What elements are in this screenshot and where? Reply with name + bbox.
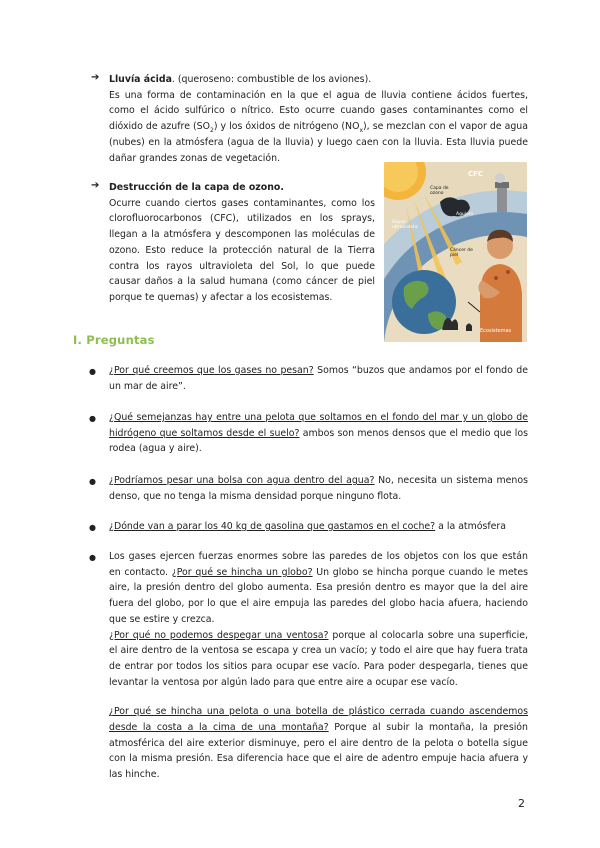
illus-label-capa: Capa de ozono	[430, 186, 449, 196]
bullet-icon: ●	[89, 523, 96, 532]
question-text: ¿Por qué se hincha un globo?	[171, 566, 313, 578]
gases-item	[109, 549, 528, 783]
answer-text: Un globo se hincha porque cuando le metes aire, la presión dentro del globo aumenta. Esa presión dentro es mayor que la del aire fuera del globo, por lo que el aire empuja las paredes del globo hacia afuera, haciendo que se estire y crezca.	[109, 566, 528, 625]
bullet-icon: ●	[89, 553, 96, 562]
bullet-icon: ●	[89, 414, 96, 423]
bullet-icon: ●	[89, 477, 96, 486]
acid-rain-text-1: Es una forma de contaminación en la que el agua de lluvia contiene ácidos fuertes, como el ácido sulfúrico o nítrico. Esto ocurre cuando gases contaminantes como el dióxido de azufre (SO	[109, 89, 528, 133]
question-text: ¿Por qué se hincha una pelota o una botella de plástico cerrada cuando ascendemos desde la costa a la cima de una montaña?	[109, 706, 528, 734]
acid-rain-text-3: ), se mezclan con el vapor de agua (nubes) en la atmósfera (agua de la lluvia) y luego caen con la lluvia. Esta lluvia puede dañar grandes zonas de vegetación.	[109, 121, 528, 164]
question-text: ¿Podríamos pesar una bolsa con agua dentro del agua?	[109, 475, 375, 486]
ozone-title: Destrucción de la capa de ozono.	[109, 182, 284, 193]
arrow-bullet-icon: ➔	[91, 72, 100, 83]
illus-label-rayos: Rayos ultravioleta	[392, 220, 418, 230]
so2-subscript: 2	[210, 126, 214, 134]
acid-rain-text-2: ) y los óxidos de nitrógeno (NO	[213, 121, 360, 133]
page-number: 2	[518, 797, 525, 810]
question-item	[109, 473, 528, 504]
illus-label-agujero: Agujero	[456, 212, 474, 217]
section-title: I. Preguntas	[73, 333, 155, 347]
bullet-icon: ●	[89, 367, 96, 376]
question-text: ¿Dónde van a parar los 40 kg de gasolina que gastamos en el coche?	[109, 521, 436, 532]
question-item	[109, 410, 528, 457]
illus-label-eco: Ecosistemas	[480, 328, 512, 334]
illus-label-cancer: Cáncer de piel	[450, 248, 473, 258]
ozone-section	[109, 180, 375, 306]
answer-text: No, necesita un sistema menos denso, que no tenga la misma densidad porque ninguno flota.	[109, 475, 528, 502]
answer-text: a la atmósfera	[435, 521, 507, 532]
gases-intro: Los gases ejercen fuerzas enormes sobre las paredes de los objetos con los que están en contacto.	[109, 551, 528, 578]
acid-rain-title: Lluvía ácida	[109, 74, 172, 85]
question-item	[109, 519, 528, 535]
question-text: ¿Por qué creemos que los gases no pesan?	[109, 365, 314, 376]
answer-text: Porque al subir la montaña, la presión atmosférica del aire exterior disminuye, pero el aire dentro de la pelota o botella sigue con la misma presión. Esa diferencia hace que el aire de adentro empuje hacia afuera y las hinche.	[109, 722, 528, 781]
nox-subscript: x	[359, 126, 364, 134]
question-item	[109, 363, 528, 394]
illus-label-cfc: CFC	[468, 170, 484, 178]
answer-text: Somos “buzos que andamos por el fondo de un mar de aire”.	[109, 365, 528, 392]
arrow-bullet-icon: ➔	[91, 180, 100, 191]
acid-rain-note: . (queroseno: combustible de los aviones).	[171, 74, 372, 85]
ozone-body: Ocurre cuando ciertos gases contaminantes, como los clorofluorocarbonos (CFC), utilizados en los sprays, llegan a la atmósfera y descomponen las moléculas de ozono. Esto reduce la protección natural de la Tierra contra los rayos ultravioleta del Sol, lo que puede causar daños a la salud humana (como cáncer de piel porque te quemas) y afectar a los ecosistemas.	[109, 197, 375, 303]
answer-text: porque al colocarla sobre una superficie, el aire dentro de la ventosa se escapa y crea un vacío; y todo el aire que hay fuera trata de entrar por todos los sitios para ocupar ese vacío. Para poder despegarla, tienes que levantar la ventosa por algún lado para que entre aire a ocupar ese vacío.	[109, 629, 528, 688]
question-text: ¿Por qué no podemos despegar una ventosa?	[109, 629, 329, 641]
answer-text: ambos son menos densos que el medio que los rodea (agua y aire).	[109, 427, 528, 455]
question-text: ¿Qué semejanzas hay entre una pelota que soltamos en el fondo del mar y un globo de hidrógeno que soltamos desde el suelo?	[109, 412, 528, 439]
ozone-illustration	[384, 162, 527, 342]
acid-rain-section	[109, 72, 528, 166]
